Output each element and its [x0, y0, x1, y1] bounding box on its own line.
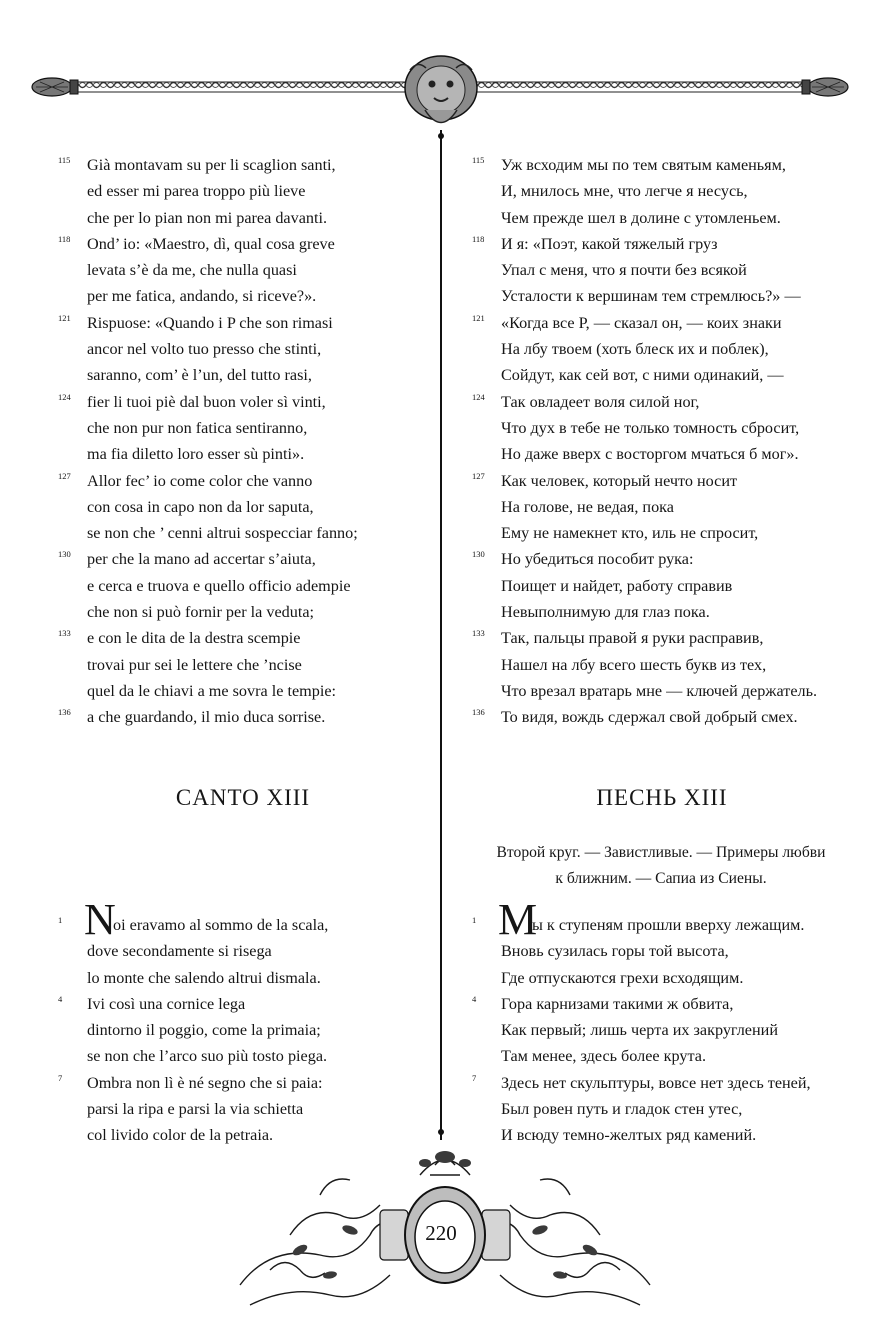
verse-line: 115 Уж всходим мы по тем святым каменьям, [472, 155, 786, 174]
argument-line: Второй круг. — Завистливые. — Примеры любви [496, 844, 826, 861]
verse-line: 130 per che la mano ad accertar s’aiuta, [58, 549, 316, 569]
verse-line: Сойдут, как сей вот, с ними одинакий, — [501, 366, 784, 385]
verse-line: Где отпускаются грехи всходящим. [501, 968, 744, 987]
verse-line: che non pur non fatica sentiranno, [87, 418, 308, 437]
verse-line: Нашел на лбу всего шесть букв из тех, [501, 655, 767, 674]
verse-line: 7 Здесь нет скульптуры, вовсе нет здесь теней, [472, 1072, 811, 1092]
verse-line: ed esser mi parea troppo più lieve [87, 182, 306, 201]
drop-cap: М [498, 895, 538, 944]
shield-right-icon [482, 1210, 510, 1260]
verse-line: lo monte che salendo altrui dismala. [87, 968, 321, 987]
verse-line: 121 Rispuose: «Quando i P che son rimasi [58, 312, 333, 332]
verse-line: 133 Так, пальцы правой я руки расправив, [472, 628, 764, 648]
page-number: 220 [425, 1221, 457, 1245]
verse-line: se non che ’ cenni altrui sospecciar fanno; [87, 524, 358, 543]
verse-line: 115 Già montavam su per li scaglion santi, [58, 155, 336, 174]
canto-title-italian: CANTO XIII [175, 785, 311, 810]
verse-line: Что врезал вратарь мне — ключей держатель. [501, 681, 818, 700]
verse-line: per me fatica, andando, si riceve?». [87, 287, 317, 306]
verse-line: 127 Allor fec’ io come color che vanno [58, 470, 313, 490]
left-finial-icon [32, 78, 78, 96]
verse-line: con cosa in capo non da lor saputa, [87, 497, 314, 516]
right-finial-icon [802, 78, 848, 96]
verse-line: ancor nel volto tuo presso che stinti, [87, 340, 322, 359]
lion-mask-icon [405, 56, 477, 123]
verse-line: 127 Как человек, который нечто носит [472, 470, 738, 490]
verse-line: 124 Так овладеет воля силой ног, [472, 391, 700, 411]
verse-line: Что дух в тебе не только томность сбросит, [501, 418, 800, 437]
verse-line: 121 «Когда все Р, — сказал он, — коих знаки [472, 312, 782, 332]
verse-line: Но даже вверх с восторгом мчаться б мог». [501, 445, 799, 464]
verse-line: parsi la ripa e parsi la via schietta [87, 1100, 304, 1119]
verse-line: col livido color de la petraia. [87, 1126, 274, 1145]
verse-line: e cerca e truova e quello officio adempie [87, 576, 351, 595]
verse-line: Как первый; лишь черта их закруглений [501, 1021, 778, 1040]
canto-title-russian: ПЕСНЬ XIII [596, 785, 728, 810]
verse-line: На голове, не ведая, пока [501, 497, 674, 516]
verse-line: И, мнилось мне, что легче я несусь, [501, 182, 748, 201]
verse-line: dove secondamente si risega [87, 942, 272, 961]
verse-line: se non che l’arco suo più tosto piega. [87, 1047, 328, 1066]
verse-line: Упал с меня, что я почти без всякой [501, 261, 747, 280]
verse-line: И всюду темно-желтых ряд камений. [501, 1126, 757, 1145]
verse-line: Вновь сузилась горы той высота, [501, 942, 729, 961]
verse-line-first: 1 N oi eravamo al sommo de la scala, [58, 895, 329, 944]
verse-line: 136 a che guardando, il mio duca sorrise. [58, 707, 326, 727]
verse-line: quel da le chiavi a me sovra le tempie: [87, 681, 337, 700]
center-divider [435, 130, 447, 1140]
verse-line: На лбу твоем (хоть блеск их и поблек), [501, 340, 769, 359]
verse-line: Невыполнимую для глаз пока. [501, 603, 710, 622]
russian-column-upper [472, 152, 852, 731]
argument-line: к ближним. — Сапиа из Сиены. [555, 870, 767, 887]
drop-cap: N [84, 895, 116, 944]
verse-line: Чем прежде шел в долине с утомленьем. [501, 208, 781, 227]
russian-column-lower [472, 895, 852, 1149]
verse-line: 133 e con le dita de la destra scempie [58, 628, 301, 648]
verse-line: saranno, com’ è l’un, del tutto rasi, [87, 366, 312, 385]
verse-line: levata s’è da me, che nulla quasi [87, 261, 297, 280]
verse-line: dintorno il poggio, come la primaia; [87, 1021, 321, 1040]
verse-line: Там менее, здесь более крута. [501, 1047, 707, 1066]
verse-line: trovai pur sei le lettere che ’ncise [87, 655, 302, 674]
verse-line: 118 И я: «Поэт, какой тяжелый груз [472, 233, 718, 253]
shield-left-icon [380, 1210, 408, 1260]
verse-line: Поищет и найдет, работу справив [501, 576, 733, 595]
verse-line: 4 Гора карнизами такими ж обвита, [472, 993, 734, 1013]
verse-line: 118 Ond’ io: «Maestro, dì, qual cosa greve [58, 233, 335, 253]
italian-column-upper [58, 152, 428, 731]
verse-line: Ему не намекнет кто, иль не спросит, [501, 524, 759, 543]
verse-line: ma fia diletto loro esser sù pinti». [87, 445, 305, 464]
canto-argument [472, 840, 850, 892]
verse-line: che per lo pian non mi parea davanti. [87, 208, 328, 227]
italian-column-lower [58, 895, 428, 1149]
verse-line: che non si può fornir per la veduta; [87, 603, 315, 622]
verse-line: 4 Ivi così una cornice lega [58, 993, 246, 1013]
verse-line: Был ровен путь и гладок стен утес, [501, 1100, 743, 1119]
verse-line: 7 Ombra non lì è né segno che si paia: [58, 1072, 323, 1092]
verse-line-first: 1 М ы к ступеням прошли вверху лежащим. [472, 895, 805, 944]
verse-line: 136 То видя, вождь сдержал свой добрый смех. [472, 707, 798, 727]
verse-line: 124 fier li tuoi piè dal buon voler sì vinti, [58, 391, 326, 411]
verse-line: Усталости к вершинам тем стремлюсь?» — [501, 287, 801, 306]
verse-line: 130 Но убедиться пособит рука: [472, 549, 694, 569]
